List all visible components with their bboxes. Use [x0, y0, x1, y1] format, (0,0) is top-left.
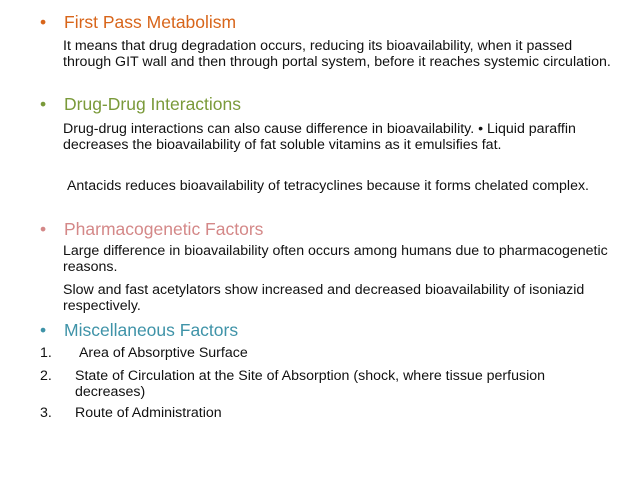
list-item-number: 2.: [40, 368, 52, 384]
paragraph-first-pass: It means that drug degradation occurs, reducing its bioavailability, when it passed through GIT wall and then through portal system, before it reaches systemic circulation.: [63, 38, 611, 71]
bullet-icon: •: [40, 12, 47, 32]
paragraph-pharmacogenetic-1: Large difference in bioavailability often occurs among humans due to pharmacogenetic reasons.: [63, 243, 608, 276]
list-item-text: Area of Absorptive Surface: [75, 345, 248, 361]
heading-pharmacogenetic-factors: Pharmacogenetic Factors: [64, 219, 264, 239]
heading-drug-drug-interactions: Drug-Drug Interactions: [64, 94, 242, 114]
paragraph-antacids: Antacids reduces bioavailability of tetracyclines because it forms chelated complex.: [63, 178, 589, 194]
bullet-icon: •: [40, 320, 47, 340]
paragraph-pharmacogenetic-2: Slow and fast acetylators show increased and decreased bioavailability of isoniazid respectively.: [63, 282, 585, 315]
list-item-number: 3.: [40, 405, 52, 421]
paragraph-drug-interactions: Drug-drug interactions can also cause difference in bioavailability. • Liquid paraffin decreases the bioavailability of fat soluble vitamins as it emulsifies fat.: [63, 121, 576, 154]
heading-first-pass-metabolism: First Pass Metabolism: [64, 12, 237, 32]
bullet-icon: •: [40, 219, 47, 239]
list-item-number: 1.: [40, 345, 52, 361]
heading-miscellaneous-factors: Miscellaneous Factors: [64, 320, 239, 340]
list-item-text: Route of Administration: [75, 405, 222, 421]
bullet-icon: •: [40, 94, 47, 114]
list-item-text: State of Circulation at the Site of Absorption (shock, where tissue perfusion decreases): [75, 368, 546, 401]
